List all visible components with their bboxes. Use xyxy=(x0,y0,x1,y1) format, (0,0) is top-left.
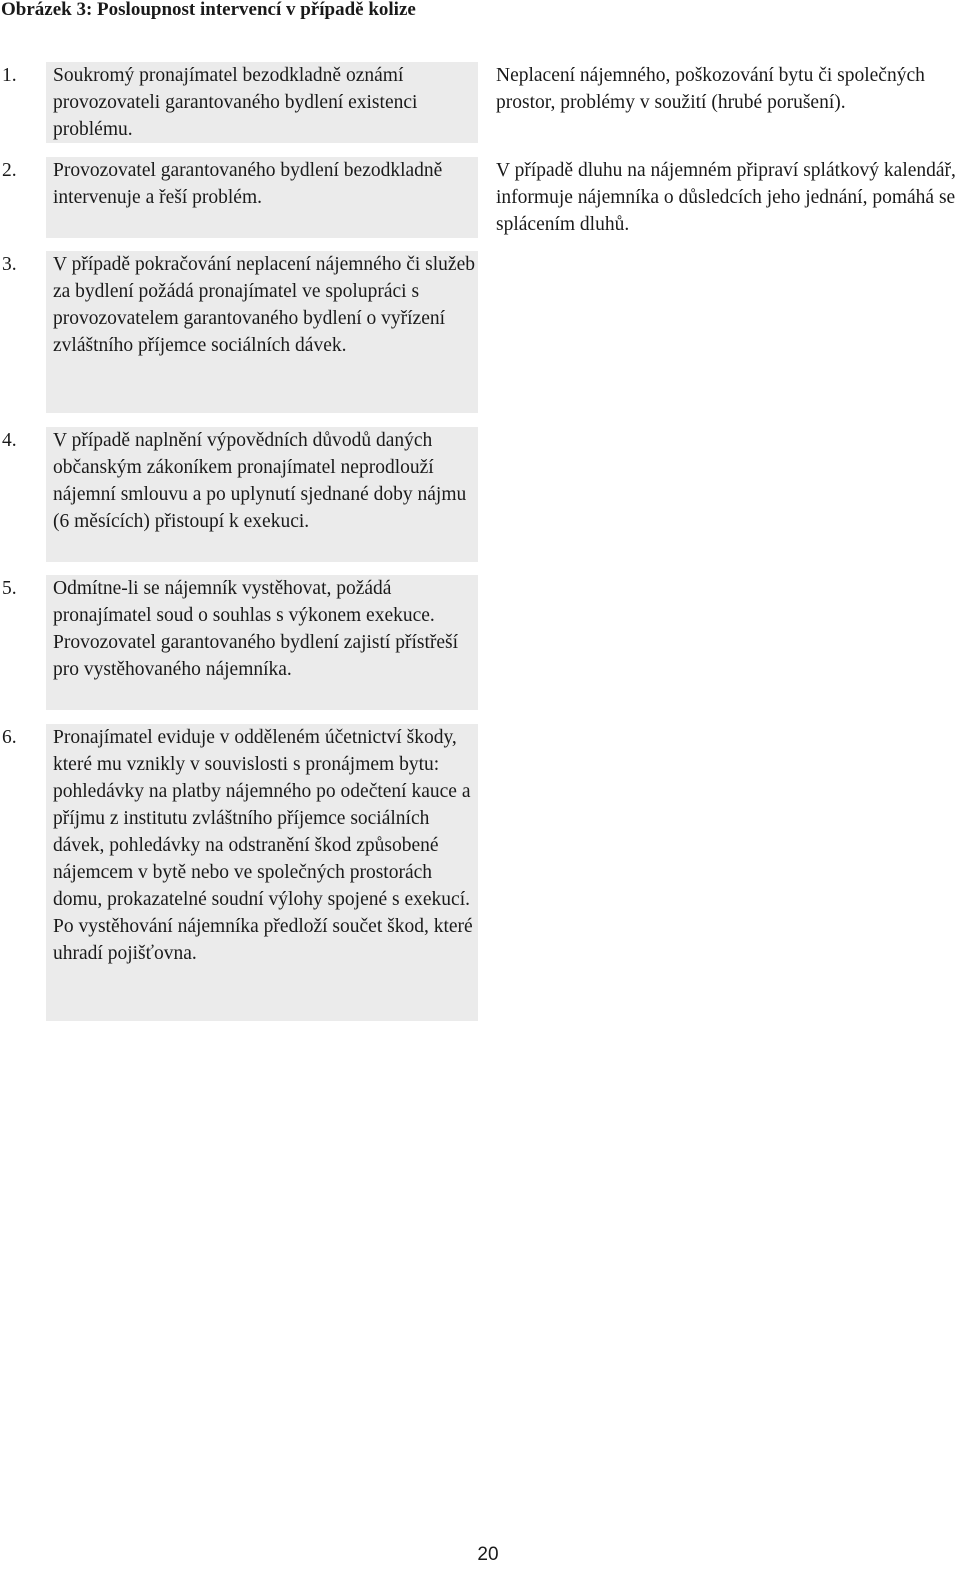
step-number: 6. xyxy=(2,727,17,748)
page-number: 20 xyxy=(477,1544,499,1565)
step-text: V případě naplnění výpovědních důvodů daných občanským zákoníkem pronajímatel neprodlouží nájemní smlouvu a po uplynutí sjednané doby nájmu (6 měsících) přistoupí k exekuci. xyxy=(46,427,478,562)
step-text: V případě pokračování neplacení nájemného či služeb za bydlení požádá pronajímatel ve spolupráci s provozovatelem garantovaného bydlení o vyřízení zvláštního příjemce sociálních dávek. xyxy=(46,251,478,413)
step-text: Soukromý pronajímatel bezodkladně oznámí provozovateli garantovaného bydlení existenci problému. xyxy=(46,62,478,143)
step-1 xyxy=(0,62,478,143)
step-4 xyxy=(0,427,478,562)
figure-caption: Obrázek 3: Posloupnost intervencí v případě kolize xyxy=(1,0,416,20)
side-note-1: Neplacení nájemného, poškozování bytu či společných prostor, problémy v soužití (hrubé porušení). xyxy=(496,65,925,113)
step-number: 2. xyxy=(2,160,17,181)
side-note-2: V případě dluhu na nájemném připraví splátkový kalendář, informuje nájemníka o důsledcích jeho jednání, pomáhá se splácením dluhů. xyxy=(496,160,956,235)
step-6 xyxy=(0,724,478,1021)
step-number: 5. xyxy=(2,578,17,599)
step-text: Pronajímatel eviduje v odděleném účetnictví škody, které mu vznikly v souvislosti s pronájmem bytu: pohledávky na platby nájemného po odečtení kauce a příjmu z institutu zvláštního příjemce sociálních dávek, pohledávky na odstranění škod způsobené nájemcem v bytě nebo ve společných prostorách domu, prokazatelné soudní výlohy spojené s exekucí. Po vystěhování nájemníka předloží součet škod, které uhradí pojišťovna. xyxy=(46,724,478,1021)
step-number: 4. xyxy=(2,430,17,451)
step-2 xyxy=(0,157,478,238)
step-text: Odmítne-li se nájemník vystěhovat, požádá pronajímatel soud o souhlas s výkonem exekuce. Provozovatel garantovaného bydlení zajistí přístřeší pro vystěhovaného nájemníka. xyxy=(46,575,478,710)
step-5 xyxy=(0,575,478,710)
step-number: 1. xyxy=(2,65,17,86)
step-3 xyxy=(0,251,478,413)
step-number: 3. xyxy=(2,254,17,275)
step-text: Provozovatel garantovaného bydlení bezodkladně intervenuje a řeší problém. xyxy=(46,157,478,238)
